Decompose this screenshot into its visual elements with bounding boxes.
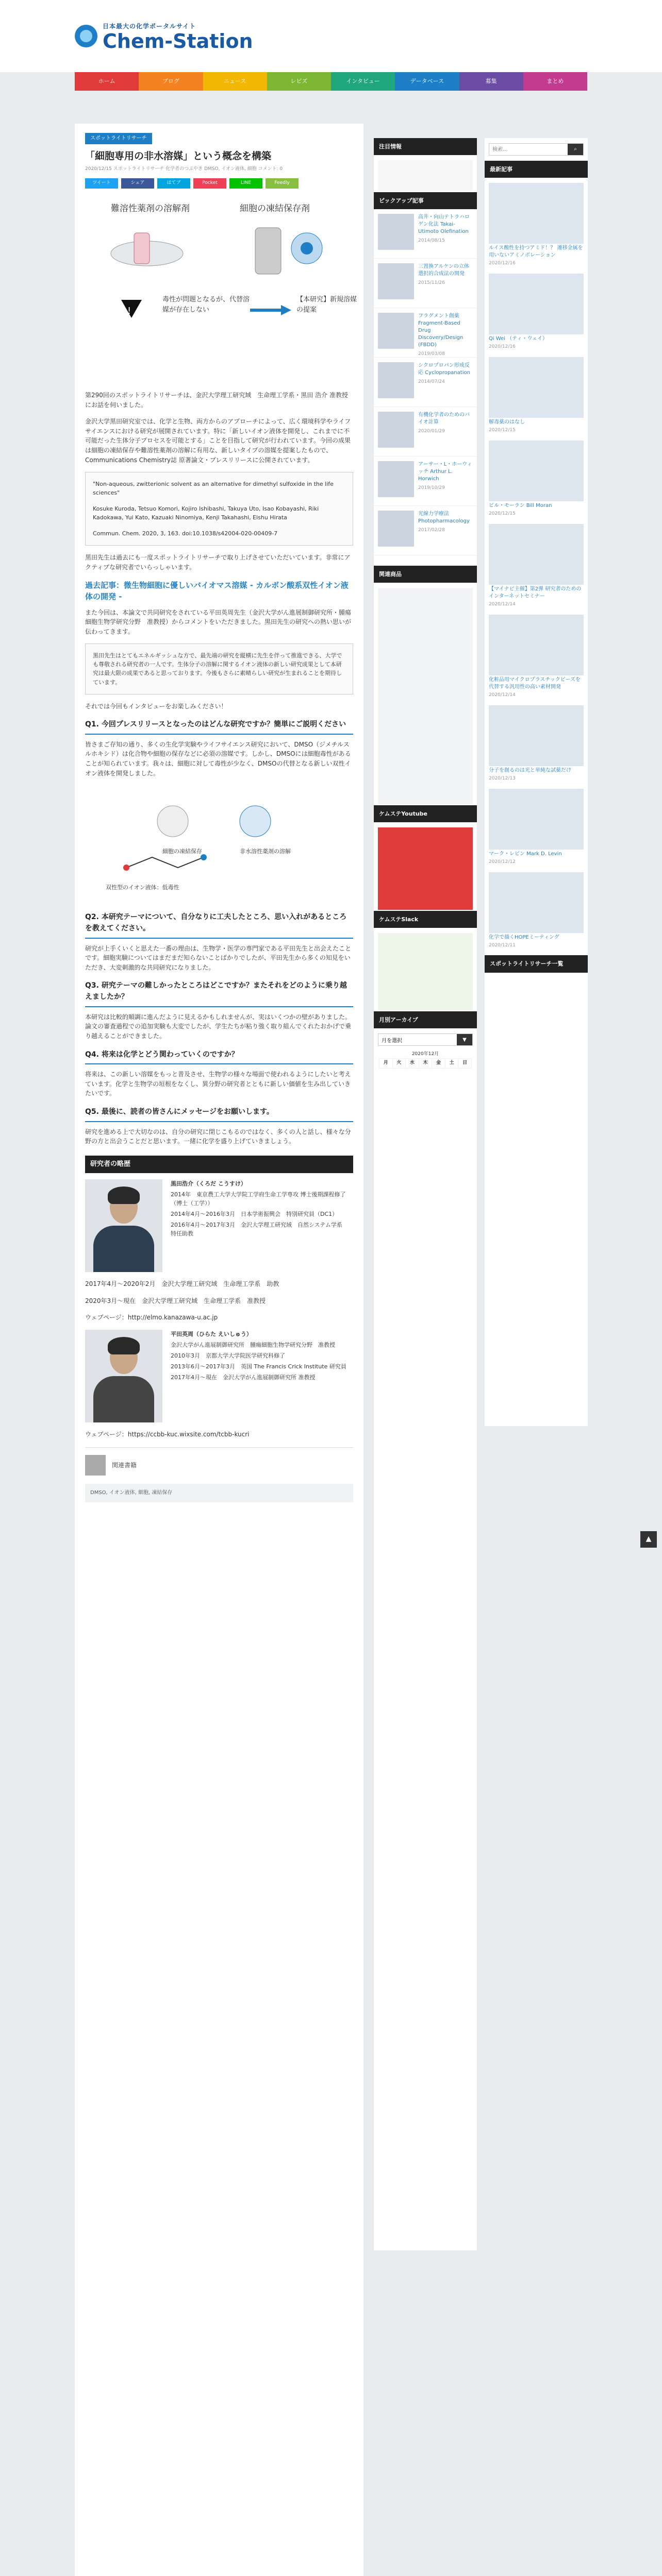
kuroda-photo bbox=[85, 1179, 162, 1272]
figure-label-c: 双性型のイオン液体：低毒性 bbox=[106, 884, 179, 891]
news-thumb bbox=[489, 274, 584, 334]
kuroda-career-1: 2014年 東京農工大学大学院工学府生命工学専攻 博士後期課程修了（博士（工学）） bbox=[171, 1191, 346, 1207]
news-item[interactable] bbox=[485, 789, 588, 866]
slack-heading: ケムステSlack bbox=[374, 911, 477, 928]
answer-5: 研究を進める上で大切なのは、自分の研究に閉じこもるのではなく、多くの人と話し、様々な分野の方と出会うことだと思います。一緒に化学を盛り上げていきましょう。 bbox=[85, 1128, 351, 1145]
article-meta: 2020/12/15 スポットライトリサーチ 化学者のつぶやき DMSO, イオン液体, 細胞 コメント: 0 bbox=[85, 166, 283, 172]
profile-hirata bbox=[85, 1330, 353, 1422]
pickup-heading: ピックアップ記事 bbox=[374, 192, 477, 209]
previous-article-link[interactable]: 過去記事：微生物細胞に優しいバイオマス溶媒 - カルボン酸系双性イオン液体の開発 - bbox=[85, 580, 349, 602]
news-item[interactable] bbox=[485, 615, 588, 699]
comment-box: 黒田先生はとてもエネルギッシュな方で、最先端の研究を縦横に先生を伴って推進できる、大学でも尊敬される研究者の一人です。生体分子の溶解に関するイオン液体の新しい研究成果として本研究は最大限の成果であると思っております。今後もさらに素晴らしい研究が生まれることを期待しています。 bbox=[85, 643, 353, 694]
search-input[interactable] bbox=[489, 144, 568, 155]
question-4: Q4. 将来は化学とどう関わっていくのですか？ bbox=[85, 1049, 353, 1065]
pickup-date: 2015/11/26 bbox=[418, 280, 445, 286]
figure-label-a: 細胞の凍結保存 bbox=[162, 848, 202, 855]
pickup-date: 2019/10/29 bbox=[418, 485, 445, 491]
share-feedly-button[interactable]: Feedly bbox=[266, 178, 299, 189]
news-title: 解毒薬のはなし bbox=[489, 419, 525, 425]
search-icon[interactable]: ⌕ bbox=[568, 144, 583, 155]
pickup-item[interactable] bbox=[374, 259, 477, 308]
intro-paragraph-3: 黒田先生は過去にも一度スポットライトリサーチで取り上げさせていただいています。非常にアクティブな研究者でいらっしゃいます。 bbox=[85, 554, 351, 571]
hero-new-title: 【本研究】新規溶媒の提案 bbox=[296, 296, 357, 314]
pickup-item[interactable] bbox=[374, 456, 477, 506]
intro-paragraph-2: 金沢大学黒田研究室では、化学と生物、両方からのアプローチによって、広く環境科学やライフサイエンスにおける研究が展開されています。特に「新しいイオン液体を開発し、これまでに不可能だった生体分子プロセスを可能とする」ことを目指して研究が行われています。今回の成果は細胞の凍結保存や難溶性薬剤の溶解に有用な、新しいタイプの溶媒を提案したもので、Communications Chemistry誌 原著論文・プレスリリースに公開されています。 bbox=[85, 418, 351, 464]
news-item[interactable] bbox=[485, 183, 588, 267]
hirata-career-1: 金沢大学がん進展制御研究所 腫瘍細胞生物学研究分野 准教授 bbox=[171, 1341, 335, 1348]
answer-2: 研究が上手くいくと思えた一番の理由は、生物学・医学の専門家である平田先生と出会えたことです。細胞実験についてはまだまだ知らないことばかりでしたが、平田先生から多くの知見をいただき、大変刺激的な共同研究になりました。 bbox=[85, 944, 352, 971]
search-box bbox=[489, 143, 584, 156]
question-2: Q2. 本研究テーマについて、自分なりに工夫したところ、思い入れがあるところを教えてください。 bbox=[85, 912, 353, 938]
pickup-title: 光線力学療法 Photopharmacology bbox=[418, 511, 470, 524]
hero-figure bbox=[85, 197, 357, 382]
news-date: 2020/12/14 bbox=[489, 692, 516, 698]
hero-warning: 毒性が問題となるが、代替溶媒が存在しない bbox=[162, 296, 250, 314]
author-box bbox=[85, 1447, 353, 1476]
spotlight-list-heading[interactable]: スポットライトリサーチ一覧 bbox=[485, 955, 588, 972]
news-title: 分子を創るのは光と単純な試薬だけ bbox=[489, 767, 571, 773]
calendar-day-header: 金 bbox=[432, 1059, 445, 1069]
paper-journal[interactable]: Commun. Chem. 2020, 3, 163. doi:10.1038/s42004-020-00409-7 bbox=[93, 530, 278, 537]
answer-1: 皆さまご存知の通り、多くの生化学実験やライフサイエンス研究において、DMSO（ジメチルスルホキシド）は化合物や細胞の保存などに必須の溶媒です。しかし、DMSOには細胞毒性があることが知られています。我々は、細胞に対して毒性が少なく、DMSOの代替となる新しい双性イオン液体を開発しました。 bbox=[85, 740, 351, 777]
pickup-item[interactable] bbox=[374, 358, 477, 407]
products-grid bbox=[378, 588, 473, 804]
pickup-list bbox=[374, 209, 477, 555]
pickup-title: アーサー・L・ホーウィッチ Arthur L. Horwich bbox=[418, 462, 472, 482]
archive-select-input[interactable] bbox=[378, 1034, 457, 1045]
pickup-item[interactable] bbox=[374, 506, 477, 555]
news-title: 化学で描くHOPEミーティング bbox=[489, 934, 559, 940]
news-thumb bbox=[489, 705, 584, 766]
profile-kuroda bbox=[85, 1179, 353, 1272]
pickup-item[interactable] bbox=[374, 209, 477, 259]
site-name: Chem-Station bbox=[103, 29, 253, 53]
news-item[interactable] bbox=[485, 440, 588, 518]
hirata-name: 平田英周（ひらた えいしゅう） bbox=[171, 1330, 252, 1337]
calendar-day-header: 土 bbox=[445, 1059, 458, 1069]
news-date: 2020/12/15 bbox=[489, 511, 516, 516]
archive-select[interactable] bbox=[378, 1033, 473, 1046]
pickup-title: 高井・向山テトラハロゲン化法 Takai-Utimoto Olefination bbox=[418, 214, 470, 235]
figure-label-b: 非水溶性薬剤の溶解 bbox=[240, 848, 291, 855]
nav-item[interactable]: レビズ bbox=[267, 72, 331, 91]
hero-label-left: 難溶性薬剤の溶解剤 bbox=[111, 204, 190, 214]
news-item[interactable] bbox=[485, 524, 588, 608]
news-title: 化粧品用マイクロプラスチックビーズを代替する汎用性の高い素材開発 bbox=[489, 676, 581, 690]
article-title: 「細胞専用の非水溶媒」という概念を構築 bbox=[85, 150, 272, 162]
news-title: 【マイナビ主催】第2弾 研究者のためのインターネットセミナー bbox=[489, 586, 582, 599]
calendar-day-header: 火 bbox=[392, 1059, 406, 1069]
news-date: 2020/12/12 bbox=[489, 859, 516, 865]
profile-heading: 研究者の略歴 bbox=[85, 1156, 353, 1173]
youtube-heading: ケムステYoutube bbox=[374, 805, 477, 822]
calendar bbox=[379, 1051, 472, 1069]
pickup-title: フラグメント創薬 Fragment-Based Drug Discovery/Design (FBDD) bbox=[418, 313, 464, 348]
research-figure bbox=[85, 785, 353, 904]
site-header bbox=[0, 0, 662, 72]
pickup-date: 2020/01/29 bbox=[418, 429, 445, 434]
pickup-thumb bbox=[378, 362, 414, 398]
share-pocket-button[interactable]: Pocket bbox=[193, 178, 226, 189]
pickup-item[interactable] bbox=[374, 308, 477, 358]
answer-4: 将来は、この新しい溶媒をもっと普及させ、生物学の様々な場面で使われるようにしたいと考えています。化学と生物学の垣根をなくし、異分野の研究者とともに新しい価値を生み出していきたいです。 bbox=[85, 1071, 351, 1097]
nav-item[interactable]: ブログ bbox=[139, 72, 203, 91]
svg-text:!: ! bbox=[127, 306, 131, 317]
nav-item[interactable]: 募集 bbox=[459, 72, 523, 91]
news-date: 2020/12/16 bbox=[489, 344, 516, 349]
news-thumb bbox=[489, 183, 584, 244]
calendar-day-header: 木 bbox=[419, 1059, 432, 1069]
calendar-day-header: 月 bbox=[379, 1059, 393, 1069]
latest-heading: 最新記事 bbox=[485, 161, 588, 178]
paper-title: "Non-aqueous, zwitterionic solvent as an alternative for dimethyl sulfoxide in the life sciences" bbox=[93, 481, 334, 497]
pickup-date: 2017/02/28 bbox=[418, 528, 445, 533]
news-thumb bbox=[489, 357, 584, 418]
hirata-webpage[interactable]: ウェブページ：https://ccbb-kuc.wixsite.com/tcbb-kucri bbox=[85, 1430, 250, 1438]
author-label: 関連書籍 bbox=[112, 1462, 137, 1469]
pickup-date: 2019/03/08 bbox=[418, 351, 445, 357]
question-5: Q5. 最後に、読者の皆さんにメッセージをお願いします。 bbox=[85, 1107, 353, 1122]
pickup-thumb bbox=[378, 263, 414, 299]
sidebar-featured-heading: 注目情報 bbox=[374, 138, 477, 155]
news-thumb bbox=[489, 440, 584, 501]
news-item[interactable] bbox=[485, 274, 588, 351]
news-title: マーク・レビン Mark D. Levin bbox=[489, 851, 562, 857]
related-products-heading: 関連商品 bbox=[374, 566, 477, 583]
calendar-day-header: 日 bbox=[458, 1059, 472, 1069]
article-main bbox=[75, 124, 363, 2576]
news-title: Qi Wei （ティ・ウェイ） bbox=[489, 335, 548, 342]
pickup-item[interactable] bbox=[374, 407, 477, 456]
pickup-date: 2014/07/24 bbox=[418, 379, 445, 385]
pickup-title: 三置換アルケンの立体選択的合成法の開発 bbox=[418, 264, 469, 277]
answer-3: 本研究は比較的順調に進んだように見えるかもしれませんが、実はいくつかの壁がありました。論文の審査過程での追加実験も大変でしたが、学生たちが粘り強く取り組んでくれたおかげで乗り越えることができました。 bbox=[85, 1013, 352, 1040]
share-hatena-button[interactable]: はてブ bbox=[157, 178, 190, 189]
news-item[interactable] bbox=[485, 357, 588, 434]
share-facebook-button[interactable]: シェア bbox=[121, 178, 154, 189]
intro-paragraph-1: 第290回のスポットライトリサーチは、金沢大学理工研究域 生命理工学系・黒田 浩介 准教授にお話を伺いました。 bbox=[85, 392, 348, 409]
news-title: ビル・モーラン Bill Moran bbox=[489, 502, 552, 509]
sidebar-right bbox=[485, 138, 588, 1426]
nav-item[interactable]: インタビュー bbox=[331, 72, 395, 91]
hirata-photo bbox=[85, 1330, 162, 1422]
paper-authors: Kosuke Kuroda, Tetsuo Komori, Kojiro Ishibashi, Takuya Uto, Isao Kobayashi, Riki Kadokawa, Yui Kato, Kazuaki Ninomiya, Kenji Takahashi, Eishu Hirata bbox=[93, 505, 319, 521]
featured-banner bbox=[378, 160, 473, 191]
share-twitter-button[interactable]: ツイート bbox=[85, 178, 118, 189]
kuroda-webpage[interactable]: ウェブページ：http://elmo.kanazawa-u.ac.jp bbox=[85, 1314, 218, 1321]
site-logo[interactable] bbox=[75, 22, 253, 51]
logo-icon bbox=[75, 25, 97, 47]
slack-banner[interactable] bbox=[378, 933, 473, 1010]
news-thumb bbox=[489, 524, 584, 585]
site-subtitle: 日本最大の化学ポータルサイト bbox=[103, 23, 196, 30]
hirata-career-2: 2010年3月 京都大学大学院医学研究科修了 bbox=[171, 1352, 285, 1359]
pickup-thumb bbox=[378, 412, 414, 448]
news-date: 2020/12/13 bbox=[489, 775, 516, 781]
share-line-button[interactable]: LINE bbox=[229, 178, 262, 189]
news-date: 2020/12/16 bbox=[489, 261, 516, 266]
nav-item[interactable]: まとめ bbox=[523, 72, 587, 91]
share-buttons bbox=[85, 178, 353, 189]
youtube-banner[interactable] bbox=[378, 827, 473, 910]
nav-item[interactable]: データベース bbox=[395, 72, 459, 91]
article-tags[interactable]: DMSO, イオン液体, 細胞, 凍結保存 bbox=[85, 1484, 353, 1502]
news-thumb bbox=[489, 615, 584, 675]
pickup-title: 有機化学者のためのバイオ計算 bbox=[418, 412, 470, 426]
author-avatar[interactable] bbox=[85, 1455, 106, 1476]
news-date: 2020/12/11 bbox=[489, 942, 516, 948]
hero-label-right: 細胞の凍結保存剤 bbox=[240, 204, 310, 214]
pickup-thumb bbox=[378, 214, 414, 250]
latest-list bbox=[485, 183, 588, 949]
kuroda-career-2: 2014年4月〜2016年3月 日本学術振興会 特別研究員（DC1） bbox=[171, 1211, 338, 1218]
archive-heading: 月別アーカイブ bbox=[374, 1011, 477, 1028]
nav-item[interactable]: ニュース bbox=[203, 72, 267, 91]
calendar-day-header: 水 bbox=[406, 1059, 419, 1069]
chevron-down-icon: ▼ bbox=[457, 1034, 472, 1045]
paper-quote bbox=[85, 472, 353, 546]
nav-item[interactable]: ホーム bbox=[75, 72, 139, 91]
pickup-thumb bbox=[378, 313, 414, 349]
kuroda-career-5: 2020年3月〜現在 金沢大学理工研究域 生命理工学系 准教授 bbox=[85, 1297, 266, 1304]
category-badge[interactable]: スポットライトリサーチ bbox=[85, 133, 152, 144]
pickup-thumb bbox=[378, 461, 414, 497]
news-item[interactable] bbox=[485, 872, 588, 950]
hirata-career-4: 2017年4月〜現在 金沢大学がん進展制御研究所 准教授 bbox=[171, 1374, 316, 1381]
pickup-title: シクロプロパン形成反応 Cyclopropanation bbox=[418, 363, 470, 376]
question-3: Q3. 研究テーマの難しかったところはどこですか？またそれをどのように乗り越えましたか？ bbox=[85, 980, 353, 1007]
news-date: 2020/12/14 bbox=[489, 601, 516, 607]
page-top-button[interactable]: ▲ bbox=[640, 1531, 657, 1548]
pickup-thumb bbox=[378, 511, 414, 547]
sidebar-left bbox=[374, 138, 477, 2250]
kuroda-name: 黒田浩介（くろだ こうすけ） bbox=[171, 1180, 246, 1188]
intro-paragraph-4: また今回は、本論文で共同研究をされている平田英周先生（金沢大学がん進展制御研究所・腫瘍細胞生物学研究分野 准教授）からコメントをいただきました。黒田先生の研究への熱い思いが伝わってきます。 bbox=[85, 608, 352, 635]
global-nav bbox=[75, 72, 587, 91]
news-thumb bbox=[489, 789, 584, 850]
news-title: ルイス酸性を持つアミド！？ 遷移金属を用いないアミノボレーション bbox=[489, 245, 583, 259]
news-thumb bbox=[489, 872, 584, 933]
pickup-date: 2014/08/15 bbox=[418, 238, 445, 244]
hirata-career-3: 2013年6月〜2017年3月 英国 The Francis Crick Institute 研究員 bbox=[171, 1363, 346, 1370]
question-1: Q1. 今回プレスリリースとなったのはどんな研究ですか？簡単にご説明ください bbox=[85, 719, 353, 735]
intro-paragraph-5: それでは今回もインタビューをお楽しみください！ bbox=[85, 702, 227, 710]
news-item[interactable] bbox=[485, 705, 588, 783]
kuroda-career-4: 2017年4月〜2020年2月 金沢大学理工研究域 生命理工学系 助教 bbox=[85, 1280, 279, 1288]
kuroda-career-3: 2016年4月〜2017年3月 金沢大学理工研究域 自然システム学系 特任助教 bbox=[171, 1222, 348, 1238]
news-date: 2020/12/15 bbox=[489, 427, 516, 433]
calendar-title: 2020年12月 bbox=[411, 1052, 439, 1057]
